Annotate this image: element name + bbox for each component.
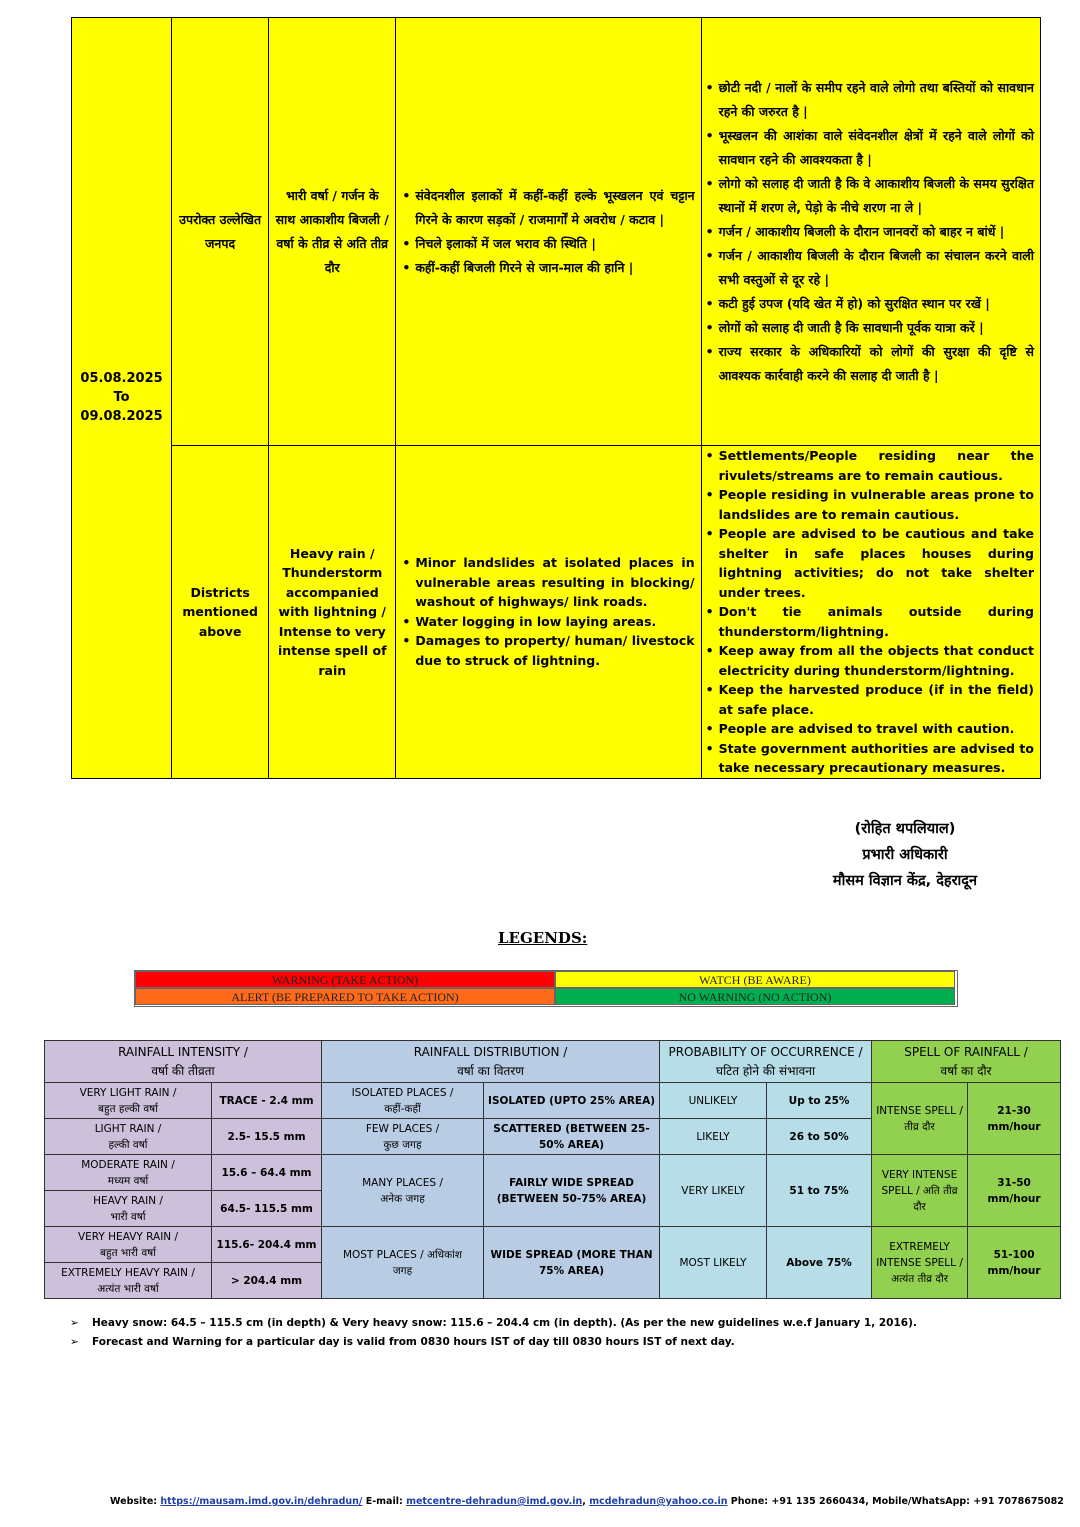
classification-table	[44, 1040, 1061, 1299]
note-item: ➢ Heavy snow: 64.5 – 115.5 cm (in depth) & Very heavy snow: 115.6 – 204.4 cm (in depth). (As per the new guidelines w.e.f January 1, 2016).	[70, 1314, 917, 1333]
bullet-item: • छोटी नदी / नालों के समीप रहने वाले लोगो तथा बस्तियों को सावधान रहने की जरुरत है |	[706, 76, 1034, 124]
bullet-item: • Keep the harvested produce (if in the field) at safe place.	[706, 680, 1034, 719]
probability-range: Up to 25%	[767, 1083, 872, 1119]
spell-name: VERY INTENSE SPELL / अति तीव्र दौर	[872, 1155, 968, 1227]
bullet-item: • गर्जन / आकाशीय बिजली के दौरान जानवरों को बाहर न बांधें |	[706, 220, 1034, 244]
probability-name: LIKELY	[660, 1119, 767, 1155]
impacts-english	[396, 446, 701, 779]
email-link-2[interactable]: mcdehradun@yahoo.co.in	[589, 1496, 728, 1507]
districts-english: Districts mentioned above	[172, 446, 269, 779]
signatory-name: (रोहित थपलियाल)	[854, 821, 956, 837]
warning-table	[71, 17, 1041, 779]
spell-range: 31-50 mm/hour	[968, 1155, 1061, 1227]
phenomena-hindi: भारी वर्षा / गर्जन के साथ आकाशीय बिजली / वर्षा के तीव्र से अति तीव्र दौर	[269, 18, 396, 446]
bullet-item: • लोगो को सलाह दी जाती है कि वे आकाशीय बिजली के समय सुरक्षित स्थानों में शरण ले, पेड़ो के नीचे शरण ना ले |	[706, 172, 1034, 220]
date-start: 05.08.2025	[80, 371, 163, 387]
website-link[interactable]: https://mausam.imd.gov.in/dehradun/	[160, 1496, 363, 1507]
probability-range: 26 to 50%	[767, 1119, 872, 1155]
actions-english	[701, 446, 1040, 779]
probability-name: MOST LIKELY	[660, 1227, 767, 1299]
bullet-item: • People are advised to travel with caution.	[706, 719, 1034, 739]
signatory-designation: प्रभारी अधिकारी	[862, 847, 948, 863]
spell-range: 51-100 mm/hour	[968, 1227, 1061, 1299]
header-spell-en: SPELL OF RAINFALL /	[904, 1044, 1028, 1059]
intensity-name: EXTREMELY HEAVY RAIN / अत्यंत भारी वर्षा	[45, 1263, 212, 1299]
actions-english-list	[706, 446, 1034, 778]
intensity-name: LIGHT RAIN / हल्की वर्षा	[45, 1119, 212, 1155]
probability-name: VERY LIKELY	[660, 1155, 767, 1227]
distribution-desc: WIDE SPREAD (MORE THAN 75% AREA)	[484, 1227, 660, 1299]
header-probability	[660, 1041, 872, 1083]
spell-name: INTENSE SPELL / तीव्र दौर	[872, 1083, 968, 1155]
impacts-english-list	[402, 553, 694, 670]
bullet-item: • Keep away from all the objects that conduct electricity during thunderstorm/lightning.	[706, 641, 1034, 680]
header-probability-en: PROBABILITY OF OCCURRENCE /	[668, 1044, 863, 1059]
impacts-hindi	[396, 18, 701, 446]
header-distribution-en: RAINFALL DISTRIBUTION /	[413, 1044, 568, 1059]
signature-block	[760, 816, 1050, 894]
header-probability-hi: घटित होने की संभावना	[715, 1063, 816, 1078]
website-label: Website:	[110, 1496, 158, 1507]
actions-hindi-list	[706, 76, 1034, 388]
footer	[110, 1496, 1064, 1507]
distribution-desc: ISOLATED (UPTO 25% AREA)	[484, 1083, 660, 1119]
intensity-range: 2.5- 15.5 mm	[212, 1119, 322, 1155]
arrow-bullet-icon: ➢	[70, 1336, 79, 1348]
impacts-hindi-list	[402, 184, 694, 280]
spell-range: 21-30 mm/hour	[968, 1083, 1061, 1155]
bullet-item: • कटी हुई उपज (यदि खेत में हो) को सुरक्षित स्थान पर रखें |	[706, 292, 1034, 316]
intensity-range: TRACE - 2.4 mm	[212, 1083, 322, 1119]
intensity-name: HEAVY RAIN / भारी वर्षा	[45, 1191, 212, 1227]
note-item: ➢ Forecast and Warning for a particular day is valid from 0830 hours IST of day till 0830 hours IST of next day.	[70, 1333, 917, 1352]
bullet-item: • कहीं-कहीं बिजली गिरने से जान-माल की हानि |	[402, 256, 694, 280]
bullet-item: • Settlements/People residing near the rivulets/streams are to remain cautious.	[706, 446, 1034, 485]
bullet-item: • People residing in vulnerable areas prone to landslides are to remain cautious.	[706, 485, 1034, 524]
intensity-name: VERY HEAVY RAIN / बहुत भारी वर्षा	[45, 1227, 212, 1263]
header-intensity-en: RAINFALL INTENSITY /	[118, 1044, 248, 1059]
bullet-item: • Water logging in low laying areas.	[402, 612, 694, 632]
date-range-cell	[72, 18, 172, 779]
probability-range: 51 to 75%	[767, 1155, 872, 1227]
intensity-range: 64.5- 115.5 mm	[212, 1191, 322, 1227]
bullet-item: • लोगों को सलाह दी जाती है कि सावधानी पूर्वक यात्रा करें |	[706, 316, 1034, 340]
header-spell-hi: वर्षा का दौर	[940, 1063, 992, 1078]
email-link-1[interactable]: metcentre-dehradun@imd.gov.in	[406, 1496, 583, 1507]
bullet-item: • Don't tie animals outside during thunderstorm/lightning.	[706, 602, 1034, 641]
legend-warning: WARNING (TAKE ACTION)	[135, 971, 555, 988]
legend-alert: ALERT (BE PREPARED TO TAKE ACTION)	[135, 988, 555, 1005]
header-intensity	[45, 1041, 322, 1083]
probability-range: Above 75%	[767, 1227, 872, 1299]
phenomena-english: Heavy rain / Thunderstorm accompanied with lightning / Intense to very intense spell of rain	[269, 446, 396, 779]
legend-grid	[134, 970, 958, 1007]
bullet-item: • People are advised to be cautious and take shelter in safe places houses during lightning activities; do not take shelter under trees.	[706, 524, 1034, 602]
intensity-name: VERY LIGHT RAIN / बहुत हल्की वर्षा	[45, 1083, 212, 1119]
distribution-name: MANY PLACES / अनेक जगह	[322, 1155, 484, 1227]
actions-hindi	[701, 18, 1040, 446]
header-distribution-hi: वर्षा का वितरण	[457, 1063, 524, 1078]
bullet-item: • भूस्खलन की आशंका वाले संवेदनशील क्षेत्रों में रहने वाले लोगों को सावधान रहने की आवश्यकता है |	[706, 124, 1034, 172]
legend-no-warning: NO WARNING (NO ACTION)	[555, 988, 955, 1005]
bullet-item: • State government authorities are advised to take necessary precautionary measures.	[706, 739, 1034, 778]
bullet-item: • संवेदनशील इलाकों में कहीं-कहीं हल्के भूस्खलन एवं चट्टान गिरने के कारण सड़कों / राजमार्गों मे अवरोध / कटाव |	[402, 184, 694, 232]
header-intensity-hi: वर्षा की तीव्रता	[151, 1063, 215, 1078]
distribution-name: ISOLATED PLACES / कहीं-कहीं	[322, 1083, 484, 1119]
email-label: E-mail:	[365, 1496, 403, 1507]
distribution-desc: FAIRLY WIDE SPREAD (BETWEEN 50-75% AREA)	[484, 1155, 660, 1227]
intensity-range: 115.6- 204.4 mm	[212, 1227, 322, 1263]
notes	[70, 1314, 917, 1352]
distribution-name: FEW PLACES / कुछ जगह	[322, 1119, 484, 1155]
distribution-desc: SCATTERED (BETWEEN 25-50% AREA)	[484, 1119, 660, 1155]
bullet-item: • Damages to property/ human/ livestock due to struck of lightning.	[402, 631, 694, 670]
probability-name: UNLIKELY	[660, 1083, 767, 1119]
intensity-name: MODERATE RAIN / मध्यम वर्षा	[45, 1155, 212, 1191]
bullet-item: • Minor landslides at isolated places in vulnerable areas resulting in blocking/ washout of highways/ link roads.	[402, 553, 694, 612]
bullet-item: • गर्जन / आकाशीय बिजली के दौरान बिजली का संचालन करने वाली सभी वस्तुओं से दूर रहे |	[706, 244, 1034, 292]
arrow-bullet-icon: ➢	[70, 1317, 79, 1329]
bullet-item: • निचले इलाकों में जल भराव की स्थिति |	[402, 232, 694, 256]
intensity-range: 15.6 – 64.4 mm	[212, 1155, 322, 1191]
spell-name: EXTREMELY INTENSE SPELL / अत्यंत तीव्र दौर	[872, 1227, 968, 1299]
date-to: To	[113, 390, 130, 406]
bullet-item: • राज्य सरकार के अधिकारियों को लोगों की सुरक्षा की दृष्टि से आवश्यक कार्रवाही करने की सलाह दी जाती है |	[706, 340, 1034, 388]
legends-title: LEGENDS:	[498, 929, 588, 947]
intensity-range: > 204.4 mm	[212, 1263, 322, 1299]
phone-info: Phone: +91 135 2660434, Mobile/WhatsApp: +91 7078675082	[730, 1496, 1064, 1507]
header-spell	[872, 1041, 1061, 1083]
districts-hindi: उपरोक्त उल्लेखित जनपद	[172, 18, 269, 446]
email-separator: ,	[582, 1496, 586, 1507]
header-distribution	[322, 1041, 660, 1083]
date-end: 09.08.2025	[80, 409, 163, 425]
distribution-name: MOST PLACES / अधिकांश जगह	[322, 1227, 484, 1299]
signatory-office: मौसम विज्ञान केंद्र, देहरादून	[832, 873, 978, 889]
legend-watch: WATCH (BE AWARE)	[555, 971, 955, 988]
